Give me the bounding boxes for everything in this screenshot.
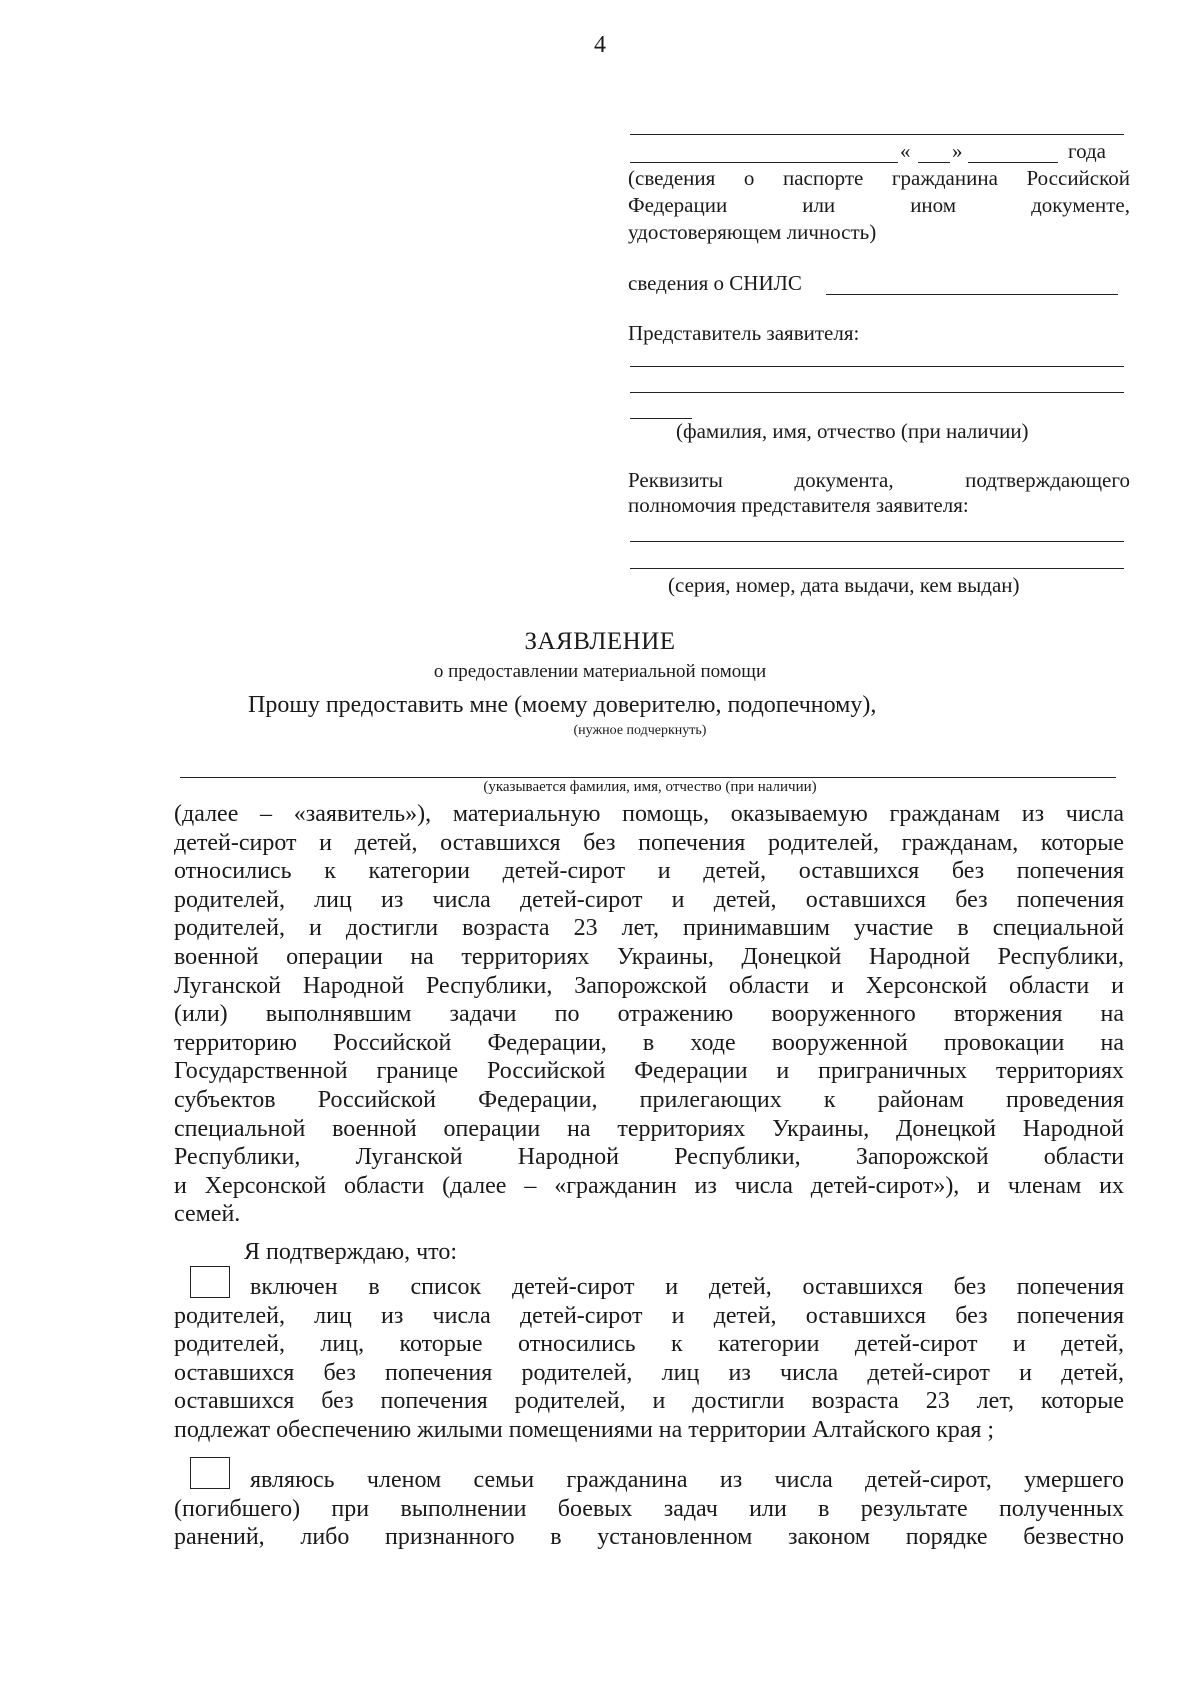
caption-word: Российской bbox=[1026, 166, 1130, 190]
option-1-line: включен в список детей-сирот и детей, оставшихся без попечения bbox=[250, 1274, 1124, 1300]
fio-field-caption: (указывается фамилия, имя, отчество (при наличии) bbox=[483, 779, 817, 795]
main-paragraph bbox=[174, 800, 1124, 1229]
requisites-line-2: полномочия представителя заявителя: bbox=[628, 493, 969, 517]
fill-line-month-year[interactable] bbox=[968, 162, 1058, 163]
paragraph-line: относились к категории детей-сирот и детей, оставшихся без попечения bbox=[174, 858, 1124, 885]
option-1-text bbox=[174, 1273, 1124, 1445]
requisites-w3: подтверждающего bbox=[965, 468, 1130, 492]
option-1-line: подлежат обеспечению жилыми помещениями на территории Алтайского края ; bbox=[174, 1416, 995, 1443]
requisites-w1: Реквизиты bbox=[628, 468, 723, 492]
passport-caption-line-1 bbox=[628, 165, 1130, 192]
option-1-line: оставшихся без попечения родителей, и достигли возраста 23 лет, которые bbox=[174, 1388, 1124, 1415]
requisites-w2: документа, bbox=[794, 468, 894, 492]
option-2-text bbox=[174, 1466, 1124, 1552]
fio-caption: (фамилия, имя, отчество (при наличии) bbox=[676, 419, 1029, 443]
paragraph-line: территорию Российской Федерации, в ходе вооруженной провокации на bbox=[174, 1029, 1124, 1056]
requisites-line-1 bbox=[628, 467, 1130, 494]
fill-line-passport-top[interactable] bbox=[630, 134, 1124, 135]
passport-caption-line-3: удостоверяющем личность) bbox=[628, 220, 877, 244]
snils-label: сведения о СНИЛС bbox=[628, 271, 802, 295]
paragraph-line: (или) выполнявшим задачи по отражению вооруженного вторжения на bbox=[174, 1001, 1124, 1028]
option-2-line: являюсь членом семьи гражданина из числа детей-сирот, умершего bbox=[250, 1467, 1124, 1493]
option-2-line: ранений, либо признанного в установленном законом порядке безвестно bbox=[174, 1524, 1124, 1551]
date-quote-open: « bbox=[900, 139, 911, 163]
paragraph-line: Государственной границе Российской Федерации и приграничных территориях bbox=[174, 1058, 1124, 1085]
snils-fill-line[interactable] bbox=[826, 294, 1118, 295]
passport-caption-w4: документе, bbox=[1031, 193, 1130, 217]
representative-fill-line-2[interactable] bbox=[630, 392, 1124, 393]
paragraph-line: военной операции на территориях Украины, Донецкой Народной Республики, bbox=[174, 943, 1124, 970]
confirm-label: Я подтверждаю, что: bbox=[244, 1239, 457, 1265]
series-caption: (серия, номер, дата выдачи, кем выдан) bbox=[668, 573, 1020, 597]
applicant-name-fill-line[interactable] bbox=[180, 777, 1116, 778]
representative-label: Представитель заявителя: bbox=[628, 321, 860, 345]
document-title: ЗАЯВЛЕНИЕ bbox=[524, 628, 676, 655]
requisites-fill-line-1[interactable] bbox=[630, 541, 1124, 542]
option-2-line: (погибшего) при выполнении боевых задач или в результате полученных bbox=[174, 1495, 1124, 1522]
paragraph-line: семей. bbox=[174, 1201, 241, 1228]
caption-word: (сведения bbox=[628, 166, 716, 190]
fill-line-passport-issuer[interactable] bbox=[630, 162, 898, 163]
passport-caption-w2: или bbox=[802, 193, 836, 217]
option-1-line: родителей, лиц из числа детей-сирот и детей, оставшихся без попечения bbox=[174, 1302, 1124, 1329]
date-quote-close: » bbox=[952, 139, 963, 163]
passport-caption-w3: ином bbox=[910, 193, 957, 217]
caption-word: паспорте bbox=[782, 166, 864, 190]
passport-caption-w1: Федерации bbox=[628, 193, 728, 217]
paragraph-line: субъектов Российской Федерации, прилегающих к районам проведения bbox=[174, 1086, 1124, 1113]
document-subtitle: о предоставлении материальной помощи bbox=[433, 661, 767, 682]
passport-caption-line-2 bbox=[628, 192, 1130, 219]
request-line: Прошу предоставить мне (моему доверителю, подопечному), bbox=[248, 692, 877, 718]
paragraph-line: родителей, и достигли возраста 23 лет, принимавшим участие в специальной bbox=[174, 915, 1124, 942]
underline-note: (нужное подчеркнуть) bbox=[573, 723, 707, 738]
year-word: года bbox=[1068, 139, 1106, 163]
paragraph-line: родителей, лиц из числа детей-сирот и детей, оставшихся без попечения bbox=[174, 886, 1124, 913]
representative-fill-line-1[interactable] bbox=[630, 366, 1124, 367]
page-number: 4 bbox=[594, 32, 606, 58]
option-1-line: оставшихся без попечения родителей, лиц из числа детей-сирот и детей, bbox=[174, 1359, 1124, 1386]
caption-word: о bbox=[743, 166, 755, 190]
paragraph-line: (далее – «заявитель»), материальную помощь, оказываемую гражданам из числа bbox=[174, 801, 1124, 827]
paragraph-line: специальной военной операции на территориях Украины, Донецкой Народной bbox=[174, 1115, 1124, 1142]
caption-word: гражданина bbox=[891, 166, 998, 190]
paragraph-line: и Херсонской области (далее – «гражданин из числа детей-сирот»), и членам их bbox=[174, 1172, 1124, 1199]
fill-line-day[interactable] bbox=[918, 162, 950, 163]
paragraph-line: Луганской Народной Республики, Запорожской области и Херсонской области и bbox=[174, 972, 1124, 999]
paragraph-line: детей-сирот и детей, оставшихся без попечения родителей, гражданам, которые bbox=[174, 829, 1124, 856]
option-1-line: родителей, лиц, которые относились к категории детей-сирот и детей, bbox=[174, 1331, 1124, 1358]
requisites-fill-line-2[interactable] bbox=[630, 568, 1124, 569]
paragraph-line: Республики, Луганской Народной Республики, Запорожской области bbox=[174, 1144, 1124, 1171]
